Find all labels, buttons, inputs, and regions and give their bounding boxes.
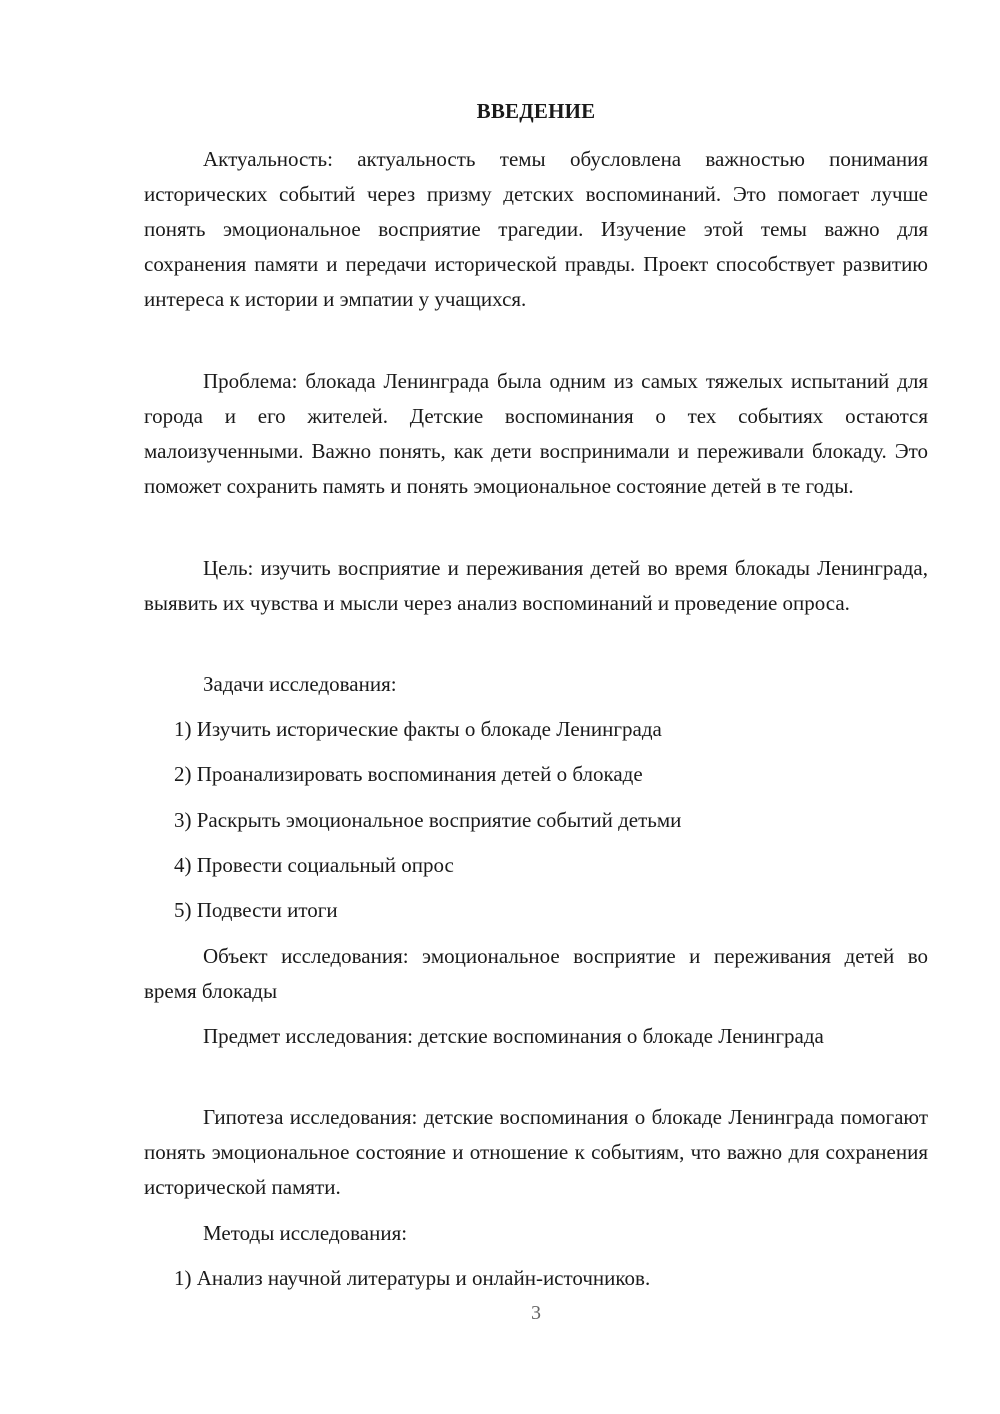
goal-paragraph: Цель: изучить восприятие и переживания детей во время блокады Ленинграда, выявить их чувства и мысли через анализ воспоминаний и проведение опроса.	[144, 556, 928, 615]
hypothesis-paragraph: Гипотеза исследования: детские воспоминания о блокаде Ленинграда помогают понять эмоциональное состояние и отношение к событиям, что важно для сохранения исторической памяти.	[144, 1105, 928, 1199]
task-item: 4) Провести социальный опрос	[174, 853, 454, 877]
tasks-label: Задачи исследования:	[203, 672, 397, 696]
task-item: 2) Проанализировать воспоминания детей о блокаде	[174, 762, 643, 786]
task-item: 1) Изучить исторические факты о блокаде Ленинграда	[174, 717, 662, 741]
page-number: 3	[531, 1302, 541, 1324]
problem-paragraph: Проблема: блокада Ленинграда была одним из самых тяжелых испытаний для города и его жителей. Детские воспоминания о тех событиях остаются малоизученными. Важно понять, как дети воспринимали и переживали блокаду. Это поможет сохранить память и понять эмоциональное состояние детей в те годы.	[144, 369, 928, 498]
object-paragraph: Объект исследования: эмоциональное восприятие и переживания детей во время блокады	[144, 944, 928, 1003]
method-item: 1) Анализ научной литературы и онлайн-источников.	[174, 1266, 651, 1290]
task-item: 5) Подвести итоги	[174, 898, 338, 922]
relevance-paragraph: Актуальность: актуальность темы обусловлена важностью понимания исторических событий через призму детских воспоминаний. Это помогает лучше понять эмоциональное восприятие трагедии. Изучение этой темы важно для сохранения памяти и передачи исторической правды. Проект способствует развитию интереса к истории и эмпатии у учащихся.	[144, 147, 928, 311]
page-title: ВВЕДЕНИЕ	[476, 99, 596, 123]
methods-label: Методы исследования:	[203, 1221, 408, 1245]
task-item: 3) Раскрыть эмоциональное восприятие событий детьми	[174, 808, 682, 832]
subject-paragraph: Предмет исследования: детские воспоминания о блокаде Ленинграда	[203, 1024, 824, 1048]
